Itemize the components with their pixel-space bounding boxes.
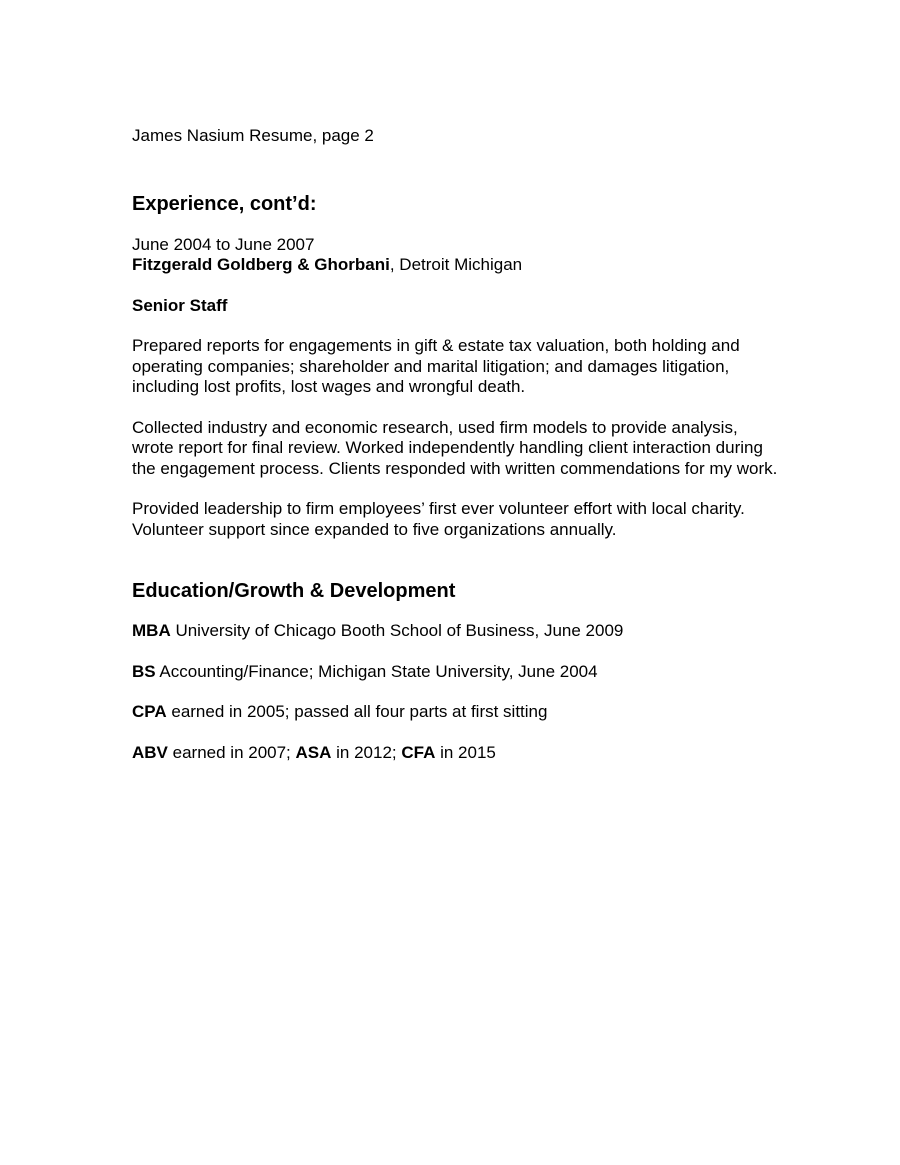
employer-name: Fitzgerald Goldberg & Ghorbani [132, 255, 390, 274]
experience-paragraph-2: Collected industry and economic research, used firm models to provide analysis, wrote report for final review. Worked independently handling client interaction during the engagement process. Clients responded with written commendations for my work. [132, 417, 778, 478]
experience-paragraph-3: Provided leadership to firm employees’ first ever volunteer effort with local charity. Volunteer support since expanded to five organizations annually. [132, 499, 745, 539]
mba-text: University of Chicago Booth School of Business, June 2009 [170, 621, 624, 640]
employer-location: , Detroit Michigan [389, 255, 523, 274]
experience-heading: Experience, cont’d: [132, 192, 317, 215]
cfa-label: CFA [401, 742, 436, 762]
resume-content [132, 126, 782, 763]
abv-label: ABV [132, 742, 168, 762]
experience-employer-line [132, 255, 782, 276]
cpa-text: earned in 2005; passed all four parts at first sitting [166, 702, 548, 721]
bs-label: BS [132, 661, 156, 681]
abv-text: earned in 2007; [167, 742, 296, 762]
asa-text: in 2012; [331, 742, 402, 762]
experience-dates: June 2004 to June 2007 [132, 234, 315, 254]
mba-label: MBA [132, 621, 171, 640]
education-certifications [132, 743, 782, 764]
education-heading: Education/Growth & Development [132, 580, 456, 602]
cfa-text: in 2015 [435, 742, 496, 762]
page-header: James Nasium Resume, page 2 [132, 126, 374, 145]
education-bs [132, 662, 782, 683]
experience-paragraph-1: Prepared reports for engagements in gift & estate tax valuation, both holding and operating companies; shareholder and marital litigation; and damages litigation, including lost profits, lost wages and wrongful death. [132, 336, 740, 396]
education-mba [132, 621, 782, 642]
cpa-label: CPA [132, 702, 167, 721]
asa-label: ASA [295, 742, 332, 762]
education-cpa [132, 702, 782, 723]
job-title: Senior Staff [132, 295, 228, 315]
bs-text: Accounting/Finance; Michigan State University, June 2004 [155, 661, 598, 681]
